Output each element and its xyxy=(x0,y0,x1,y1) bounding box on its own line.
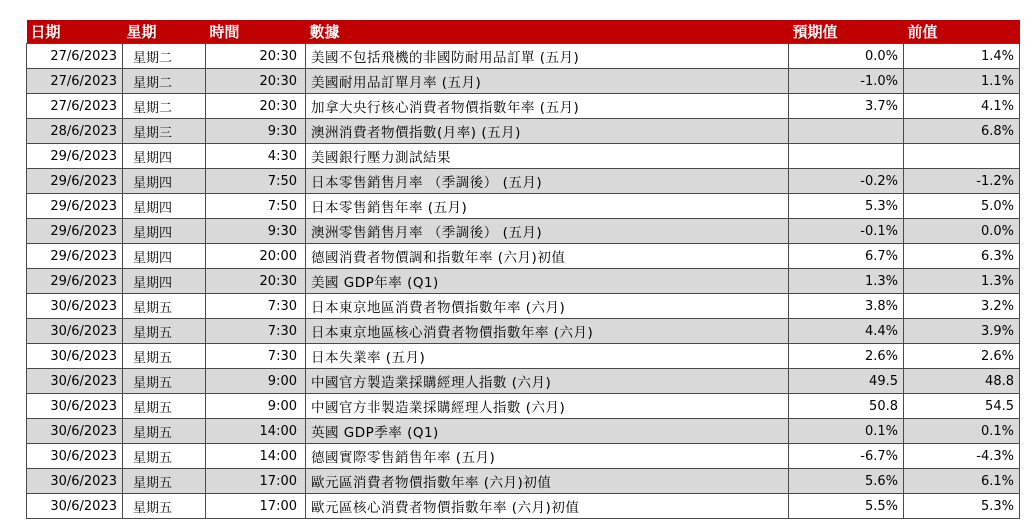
cell-time: 9:30 xyxy=(206,119,306,144)
cell-weekday: 星期五 xyxy=(123,419,206,444)
cell-weekday: 星期五 xyxy=(123,344,206,369)
cell-time: 7:50 xyxy=(206,169,306,194)
cell-forecast: 0.0% xyxy=(789,44,904,69)
cell-date: 30/6/2023 xyxy=(27,344,123,369)
header-weekday: 星期 xyxy=(123,20,206,44)
cell-previous: 1.1% xyxy=(904,69,1020,94)
cell-previous: 4.1% xyxy=(904,94,1020,119)
cell-data: 日本零售銷售月率 （季調後） (五月) xyxy=(306,169,789,194)
cell-weekday: 星期四 xyxy=(123,269,206,294)
cell-date: 30/6/2023 xyxy=(27,419,123,444)
table-row xyxy=(27,444,1020,469)
cell-forecast: 5.6% xyxy=(789,469,904,494)
cell-date: 30/6/2023 xyxy=(27,444,123,469)
cell-previous xyxy=(904,144,1020,169)
cell-date: 29/6/2023 xyxy=(27,144,123,169)
cell-date: 30/6/2023 xyxy=(27,394,123,419)
cell-weekday: 星期五 xyxy=(123,469,206,494)
cell-forecast: 0.1% xyxy=(789,419,904,444)
table-row xyxy=(27,344,1020,369)
cell-time: 9:00 xyxy=(206,394,306,419)
cell-time: 20:30 xyxy=(206,94,306,119)
table-row xyxy=(27,494,1020,519)
cell-time: 7:30 xyxy=(206,319,306,344)
cell-previous: 3.2% xyxy=(904,294,1020,319)
cell-time: 20:30 xyxy=(206,44,306,69)
cell-data: 日本失業率 (五月) xyxy=(306,344,789,369)
cell-weekday: 星期二 xyxy=(123,69,206,94)
header-forecast: 預期值 xyxy=(789,20,904,44)
table-row xyxy=(27,244,1020,269)
header-time: 時間 xyxy=(206,20,306,44)
cell-forecast: -1.0% xyxy=(789,69,904,94)
cell-forecast: -6.7% xyxy=(789,444,904,469)
cell-previous: 5.0% xyxy=(904,194,1020,219)
cell-forecast: 5.5% xyxy=(789,494,904,519)
cell-previous: 3.9% xyxy=(904,319,1020,344)
cell-date: 29/6/2023 xyxy=(27,194,123,219)
cell-previous: -4.3% xyxy=(904,444,1020,469)
cell-previous: 6.8% xyxy=(904,119,1020,144)
cell-previous: 0.0% xyxy=(904,219,1020,244)
cell-data: 加拿大央行核心消費者物價指數年率 (五月) xyxy=(306,94,789,119)
table-row xyxy=(27,94,1020,119)
table-row xyxy=(27,44,1020,69)
cell-time: 9:00 xyxy=(206,369,306,394)
cell-date: 30/6/2023 xyxy=(27,469,123,494)
cell-weekday: 星期三 xyxy=(123,119,206,144)
cell-time: 14:00 xyxy=(206,419,306,444)
cell-forecast: 49.5 xyxy=(789,369,904,394)
cell-previous: 0.1% xyxy=(904,419,1020,444)
cell-time: 17:00 xyxy=(206,469,306,494)
cell-weekday: 星期四 xyxy=(123,194,206,219)
table-row xyxy=(27,394,1020,419)
cell-date: 29/6/2023 xyxy=(27,244,123,269)
cell-forecast: 3.8% xyxy=(789,294,904,319)
cell-time: 17:00 xyxy=(206,494,306,519)
cell-data: 美國耐用品訂單月率 (五月) xyxy=(306,69,789,94)
cell-weekday: 星期五 xyxy=(123,494,206,519)
table-row xyxy=(27,319,1020,344)
cell-data: 德國消費者物價調和指數年率 (六月)初值 xyxy=(306,244,789,269)
table-row xyxy=(27,294,1020,319)
cell-data: 中國官方製造業採購經理人指數 (六月) xyxy=(306,369,789,394)
cell-weekday: 星期五 xyxy=(123,369,206,394)
cell-data: 美國不包括飛機的非國防耐用品訂單 (五月) xyxy=(306,44,789,69)
table-row xyxy=(27,219,1020,244)
table-row xyxy=(27,69,1020,94)
cell-data: 德國實際零售銷售年率 (五月) xyxy=(306,444,789,469)
cell-forecast: -0.2% xyxy=(789,169,904,194)
cell-time: 20:30 xyxy=(206,269,306,294)
cell-previous: 48.8 xyxy=(904,369,1020,394)
cell-time: 20:30 xyxy=(206,69,306,94)
cell-time: 9:30 xyxy=(206,219,306,244)
cell-weekday: 星期四 xyxy=(123,144,206,169)
table-row xyxy=(27,419,1020,444)
cell-date: 29/6/2023 xyxy=(27,219,123,244)
cell-forecast: 1.3% xyxy=(789,269,904,294)
cell-previous: 5.3% xyxy=(904,494,1020,519)
cell-data: 歐元區消費者物價指數年率 (六月)初值 xyxy=(306,469,789,494)
cell-time: 14:00 xyxy=(206,444,306,469)
cell-previous: 2.6% xyxy=(904,344,1020,369)
table-row xyxy=(27,169,1020,194)
cell-data: 美國 GDP年率 (Q1) xyxy=(306,269,789,294)
cell-previous: 6.1% xyxy=(904,469,1020,494)
cell-data: 日本東京地區消費者物價指數年率 (六月) xyxy=(306,294,789,319)
cell-date: 30/6/2023 xyxy=(27,319,123,344)
cell-time: 7:30 xyxy=(206,344,306,369)
table-row xyxy=(27,469,1020,494)
cell-date: 30/6/2023 xyxy=(27,369,123,394)
cell-date: 27/6/2023 xyxy=(27,94,123,119)
cell-date: 30/6/2023 xyxy=(27,294,123,319)
cell-forecast: 3.7% xyxy=(789,94,904,119)
header-row xyxy=(27,20,1020,44)
cell-time: 7:30 xyxy=(206,294,306,319)
cell-weekday: 星期五 xyxy=(123,394,206,419)
economic-calendar-table-container xyxy=(26,20,1019,519)
cell-forecast: 50.8 xyxy=(789,394,904,419)
cell-data: 日本零售銷售年率 (五月) xyxy=(306,194,789,219)
cell-forecast: 4.4% xyxy=(789,319,904,344)
cell-weekday: 星期五 xyxy=(123,319,206,344)
cell-weekday: 星期四 xyxy=(123,169,206,194)
cell-weekday: 星期四 xyxy=(123,244,206,269)
header-date: 日期 xyxy=(27,20,123,44)
cell-previous: 54.5 xyxy=(904,394,1020,419)
table-row xyxy=(27,269,1020,294)
cell-data: 英國 GDP季率 (Q1) xyxy=(306,419,789,444)
cell-forecast: 6.7% xyxy=(789,244,904,269)
cell-weekday: 星期二 xyxy=(123,94,206,119)
cell-previous: 1.3% xyxy=(904,269,1020,294)
cell-time: 20:00 xyxy=(206,244,306,269)
header-data: 數據 xyxy=(306,20,789,44)
cell-data: 美國銀行壓力測試結果 xyxy=(306,144,789,169)
cell-weekday: 星期五 xyxy=(123,294,206,319)
cell-weekday: 星期二 xyxy=(123,44,206,69)
cell-previous: 6.3% xyxy=(904,244,1020,269)
table-row xyxy=(27,119,1020,144)
cell-date: 29/6/2023 xyxy=(27,269,123,294)
table-row xyxy=(27,144,1020,169)
cell-forecast: 2.6% xyxy=(789,344,904,369)
cell-previous: 1.4% xyxy=(904,44,1020,69)
cell-date: 27/6/2023 xyxy=(27,44,123,69)
cell-date: 30/6/2023 xyxy=(27,494,123,519)
table-row xyxy=(27,369,1020,394)
cell-data: 澳洲消費者物價指數(月率) (五月) xyxy=(306,119,789,144)
economic-calendar-table xyxy=(26,20,1020,519)
cell-data: 中國官方非製造業採購經理人指數 (六月) xyxy=(306,394,789,419)
cell-weekday: 星期四 xyxy=(123,219,206,244)
cell-forecast: -0.1% xyxy=(789,219,904,244)
table-row xyxy=(27,194,1020,219)
header-previous: 前值 xyxy=(904,20,1020,44)
cell-forecast xyxy=(789,119,904,144)
cell-weekday: 星期五 xyxy=(123,444,206,469)
cell-previous: -1.2% xyxy=(904,169,1020,194)
cell-date: 29/6/2023 xyxy=(27,169,123,194)
cell-date: 27/6/2023 xyxy=(27,69,123,94)
cell-date: 28/6/2023 xyxy=(27,119,123,144)
cell-time: 4:30 xyxy=(206,144,306,169)
cell-time: 7:50 xyxy=(206,194,306,219)
cell-data: 澳洲零售銷售月率 （季調後） (五月) xyxy=(306,219,789,244)
cell-forecast xyxy=(789,144,904,169)
cell-forecast: 5.3% xyxy=(789,194,904,219)
cell-data: 歐元區核心消費者物價指數年率 (六月)初值 xyxy=(306,494,789,519)
cell-data: 日本東京地區核心消費者物價指數年率 (六月) xyxy=(306,319,789,344)
